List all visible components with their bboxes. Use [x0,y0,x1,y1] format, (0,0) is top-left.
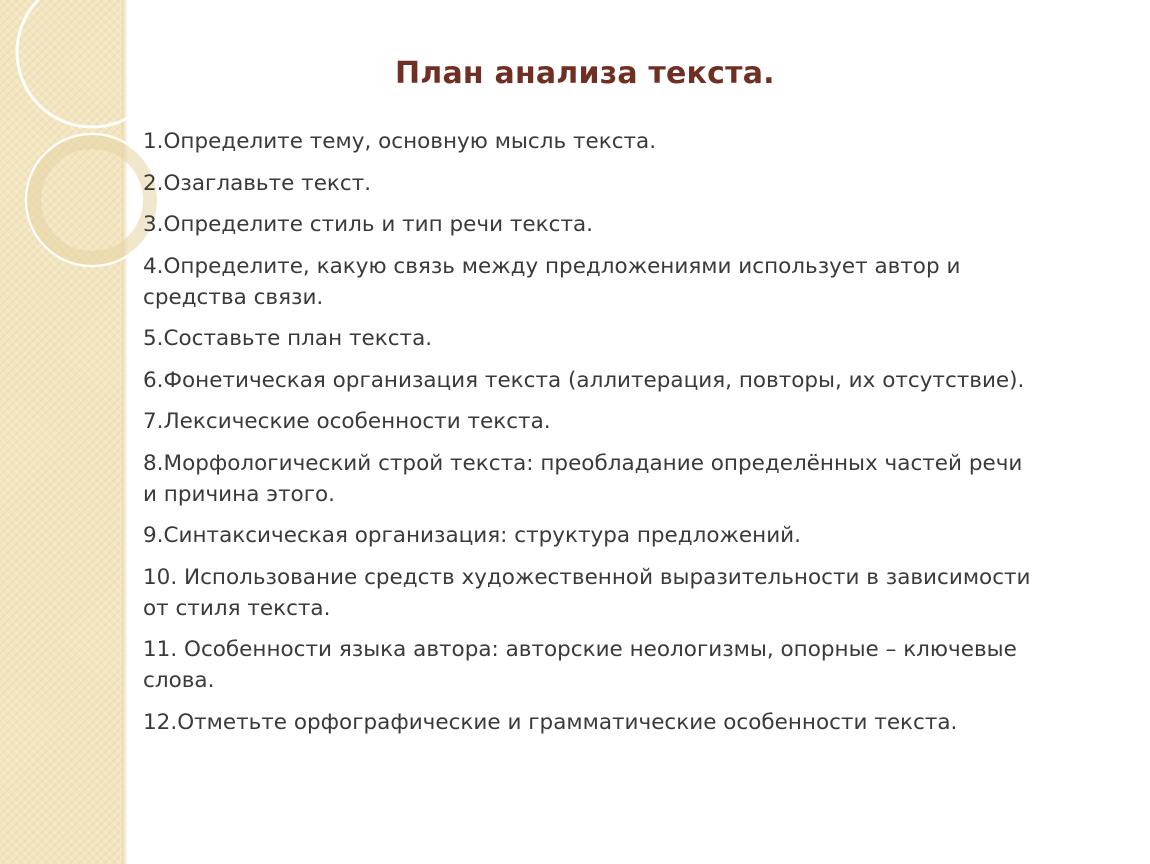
analysis-plan-list [143,126,1043,748]
ring-small-inner [34,142,150,258]
ring-large [17,0,167,127]
list-item: 1.Определите тему, основную мысль текста. [143,129,657,154]
list-item: 10. Использование средств художественной выразительности в зависимости от стиля текста. [143,564,1031,621]
list-item: 6.Фонетическая организация текста (аллитерация, повторы, их отсутствие). [143,367,1025,393]
ring-small-outer [26,134,158,266]
list-item: 11. Особенности языка автора: авторские неологизмы, опорные – ключевые слова. [143,637,1017,693]
list-item: 2.Озаглавьте текст. [143,170,372,196]
list-item: 8.Морфологический строй текста: преобладание определённых частей речи и причина этого. [143,450,1023,507]
slide-title: План анализа текста. [395,56,775,91]
list-item: 7.Лексические особенности текста. [143,409,551,434]
list-item: 4.Определите, какую связь между предложениями использует автор и средства связи. [143,253,961,310]
list-item: 3.Определите стиль и тип речи текста. [143,212,593,237]
list-item: 9.Синтаксическая организация: структура предложений. [143,523,801,548]
list-item: 5.Составьте план текста. [143,326,433,351]
list-item: 12.Отметьте орфографические и грамматические особенности текста. [143,709,958,735]
